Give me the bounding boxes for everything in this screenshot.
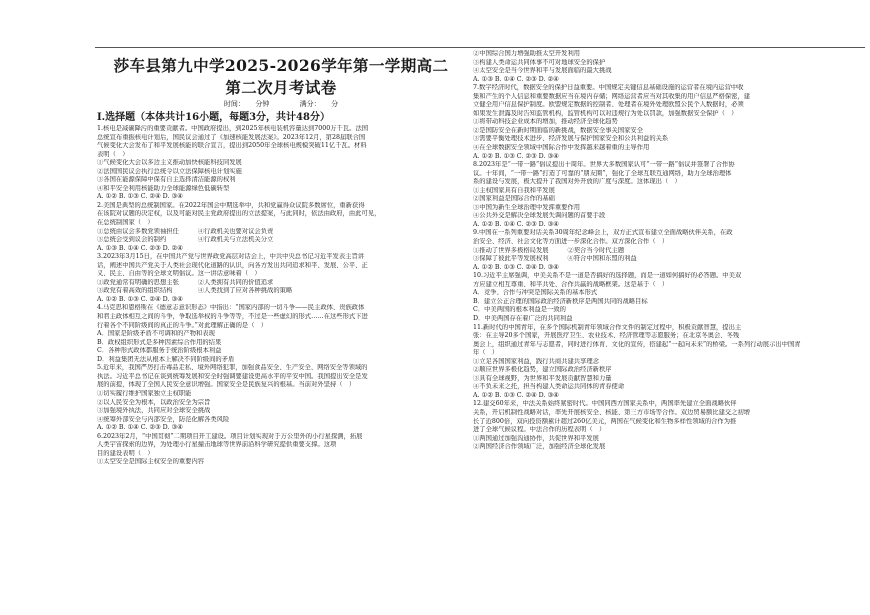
text-line: 5.近年来，我国严厉打击毒品走私、境外网络犯罪，加强食品安全、生产安全、网络安全等领域的 [97, 364, 368, 372]
text-line: ③总统会受到议会的制约 ④行政机关与立法机关分立 [97, 236, 274, 244]
text-line: A. ①② B. ①④ C. ②③ D. ③④ [97, 424, 183, 432]
text-line: ③中国为新生全球治理中发挥重要作用 [473, 203, 581, 211]
text-line: ①立足各国国家利益，践行共商共建共享理念 [473, 357, 599, 365]
text-line: 6.2023年2月，“中国贯彻”二期项目开工建设。项目计划实现对于万公里外的小行星探测，拓展 [97, 432, 363, 440]
text-line: ③构建人类命运共同体事不可对地球安全的保护 [473, 58, 606, 66]
text-line: ③加强境外执法，共同应对全球安全挑战 [97, 407, 211, 415]
text-line: 展的前提，体现了全国人民安全意识增强。国家安全是民族复兴的根基。当前对外坚持（ ） [97, 381, 356, 389]
text-line: ①两国通过加强沟通协作，共促世界和平发展 [473, 434, 599, 442]
text-line: ①主权国家具有自我和平发展 [473, 186, 555, 194]
text-line: A. ①② B. ①④ C. ②③ D. ③④ [473, 220, 559, 228]
exam-meta [97, 99, 465, 109]
text-line: A. ①② B. ①③ C. ②④ D. ③④ [97, 295, 183, 303]
text-line: ①推动了世界多极格局发展 ②契合当今时代主题 [473, 246, 625, 254]
text-line: 4.马克思和恩格斯在《德意志意识形态》中指出：“国家内部的一切斗争——民主政体、贵族政体 [97, 304, 365, 312]
left-question-list [97, 125, 465, 467]
text-line: ①太空安全是国际主权安全的重要内容 [97, 458, 205, 466]
text-line: ②是国防安全在新时期面临的新挑战，数据安全事关国家安全 [473, 126, 644, 134]
text-line: 立健全用户信息保护制度。欧盟规定数据的控制者、处理者在境外处理欧盟公民个人数据时，必须 [473, 101, 744, 109]
text-line: 在该院对议题的决定权，以及可能对民主党政府提出的立法提案，与此同时，依法由政府，由此可见， [97, 210, 381, 218]
right-question-list [473, 50, 855, 452]
text-line: 奥会上，组织通过青年与志愿者，同时进行体育、文化的宣传，搭建起“一起向未来”的桥梁。一系列行动展示出中国青 [473, 340, 801, 348]
text-line: ③各国在能源保障中保有自主选择清洁能源的权利 [97, 176, 236, 184]
text-line: 话，阐述中国共产党关于人类社会现代化道路的认识，向各方发出共同追求和平、发展、公平、正 [97, 261, 368, 269]
text-line: ④太空安全是当今世界和平与发展面临的最大挑战 [473, 67, 612, 75]
text-line: A. ①② B. ①③ C. ②④ D. ③④ [473, 263, 559, 271]
text-line: A. ①② B. ①③ C. ②④ D. ③④ [97, 193, 183, 201]
text-line: ③具有全球视野，为世界和平发展贡献智慧和力量 [473, 374, 612, 382]
text-line: 年（ ） [473, 349, 499, 357]
text-line: 张：在主导20多个国家，开展医疗卫生、农业技术、经济管理等志愿服务；在北京冬奥会、冬残 [473, 332, 740, 340]
text-line: 人类宇宙探索的边界，为处理小行星撞击地球等世界前沿科学研究提供重要支撑。这项 [97, 441, 337, 449]
text-line: 2.美国是典型的总统制国家。在2022年国会中期选举中，共和党赢得众议院多数席位，重新获得 [97, 201, 365, 209]
text-line: 行着各个不同阶级间的真正的斗争。”对此理解正确的是（ ） [97, 321, 268, 329]
text-line: 8.2023年是“一带一路”倡议提出十周年。世界大多数国家认可“一带一路”倡议并签署了合作协 [473, 161, 735, 169]
text-line: 治安全、经济、社会文化等方面进一步深化合作。双方深化合作（ ） [473, 238, 669, 246]
text-line: 11.新时代的中国青年，在多个国际机制青年领域合作文件的制定过程中，积极贡献智慧，提出主 [473, 323, 742, 331]
text-line: ①将带动科技企业成本的增加，推动经济全球化趋势 [473, 118, 618, 126]
text-line: 3.2023年3月15日，在中国共产党与世界政党高层对话会上，中共中央总书记习近平发表主旨讲 [97, 253, 365, 261]
text-line: 集和产生的个人信息和重要数据应当在境内存储；网络运营者应当对其收集的用户信息严格保密，建 [473, 92, 751, 100]
text-line: ②法国国民议会执行总统令以立法保障核电计划实施 [97, 167, 242, 175]
text-line: ①政党通常有明确的思想主张 ②人类拥有共同的价值追求 [97, 278, 274, 286]
score-label: 满分： 分 [299, 100, 339, 108]
text-line: D．利益集团无法从根本上解决不同阶级间的矛盾 [97, 355, 235, 363]
text-line: 义、民主、自由等的全球文明倡议。这一讲话意味着（ ） [97, 270, 261, 278]
text-line: 议。十年间，“一带一路”打造了可靠的“朋友圈”，强化了全球互联互通网络，助力全球治理体 [473, 169, 732, 177]
text-line: 12.建交60年来，中法关系始终紧密时代。中国同西方国家关系中，两国率先建立全面战略伙伴 [473, 400, 737, 408]
text-line: ②顺应世界多极化趋势，建立国际政治经济新秩序 [473, 366, 612, 374]
text-line: ②国家利益是国际合作的基础 [473, 195, 555, 203]
text-line: A．竞争、合作与冲突是国际关系的基本形式 [473, 289, 598, 297]
text-line: ④和平安全利用核能助力全球能源绿色低碳转型 [97, 184, 230, 192]
text-line: ③政党有着高效的组织结构 ④人类找到了应对各种挑战的策略 [97, 287, 293, 295]
text-line: 和君主政体相互之间的斗争，争取选举权的斗争等等，不过是一些虚幻的形式……在这些形式下进 [97, 313, 368, 321]
text-line: ②以人民安全为根本，以政治安全为宗旨 [97, 398, 211, 406]
text-line: 关系，开启机制性战略对话，率先开展核安全、核能、第三方市场等合作。双边贸易额比建交之初增 [473, 408, 751, 416]
text-line: ②中国综合国力增强助推太空开发利用 [473, 50, 581, 57]
text-line: B．建立公正合理的国际政治经济新秩序是两国共同的战略目标 [473, 297, 648, 305]
text-line: B．政权组织形式是多种因素综合作用的结果 [97, 338, 222, 346]
text-line: 10.习近平主席强调，中美关系不是一道是否搞好的选择题，而是一道如何搞好的必答题。中美双 [473, 272, 742, 280]
text-line: 长了近800倍，双向投资额累计超过260亿美元，两国在气候变化和生物多样性领域的合作为推 [473, 417, 737, 425]
exam-title: 莎车县第九中学2025-2026学年第一学期高二 [113, 56, 449, 75]
text-line: ④在全球数据安全领域中国际合作中发挥越来越着重的主导作用 [473, 144, 650, 152]
text-line: A. ①② B. ①③ C. ②④ D. ③④ [473, 391, 559, 399]
text-line: 表明（ ） [97, 150, 129, 158]
text-line: ①切实履行维护国家独立主权职能 [97, 389, 192, 397]
text-line: ④统筹外部安全与内部安全，防范化解各类风险 [97, 415, 230, 423]
text-line: 目的建设表明（ ） [97, 449, 154, 457]
text-line: 气候变化大会发布了和平发展核能的联合宣言，提出到2050年全球核电规模突破11亿千瓦。材料 [97, 142, 367, 150]
text-line: 如果发生泄露及时告知监管机构，监管机构可以对违规行为处以罚款，加强数据安全保护（ ） [473, 109, 738, 117]
text-line: 方应建立相互尊重、和平共处、合作共赢的战略框架。这是基于（ ） [473, 280, 669, 288]
text-line: ③需要平衡处理技术进步、经济发展与保护国家安全和公共利益的关系 [473, 135, 669, 143]
text-line: ④不负未来之托，担当构建人类命运共同体的青春使命 [473, 383, 625, 391]
text-line: ①总统由议会多数党领袖担任 ④行政机关也要对议会负责 [97, 227, 274, 235]
text-line: A．国家是阶级矛盾不可调和的产物和表现 [97, 330, 215, 338]
text-line: 进了全球气候议程。中法合作的历程表明（ ） [473, 426, 606, 434]
text-line: D．中美两国存在着广泛的共同利益 [473, 314, 573, 322]
text-line: 在总统制国家（ ） [97, 219, 154, 227]
text-line: 系的建设与发展，极大提升了我国对外开放的广度与深度。这体现出（ ） [473, 178, 681, 186]
text-line: A. ①② B. ①③ C. ②③ D. ③④ [473, 152, 559, 160]
text-line: ②两国经济合作领域广泛，加强经济全球化发展 [473, 443, 606, 451]
text-line: ④公共外交是解决全球发展失调问题的首要手段 [473, 212, 606, 220]
left-column [97, 50, 465, 467]
text-line: A. ①③ B. ①④ C. ②③ D. ②④ [473, 75, 559, 83]
text-line: C．中美两国的根本利益是一致的 [473, 306, 566, 314]
text-line: 7.数字经济时代，数据安全的保护日益重要。中国规定关键信息基础设施的运营者在境内运营中收 [473, 84, 744, 92]
section-heading: Ⅰ.选择题（本体共计16小题，每题3分，共计48分） [97, 112, 330, 123]
text-line: 总统宣布重振核电计划后，国民议会通过了《加速核能发展法案》。2023年12月，第28届联合国 [97, 133, 366, 141]
exam-subtitle: 第二次月考试卷 [225, 78, 337, 97]
text-line: C．各种形式政体都服务于统治阶级根本利益 [97, 347, 222, 355]
time-label: 时间： 分钟 [223, 100, 270, 108]
header-rule [95, 47, 865, 48]
right-column [473, 50, 855, 452]
text-line: 9.中国在一系列重要对话关系30周年纪念峰会上，双方正式宣布建立全面战略伙伴关系，在政 [473, 229, 733, 237]
text-line: ③保障了彼此平等发展权利 ④符合中国和东盟的利益 [473, 255, 637, 263]
text-line: 执法。习近平总书记在谈到统筹发展和安全时强调要建设更高水平的平安中国。我国提出安全是发 [97, 372, 368, 380]
text-line: ①气候变化大会以多边主义推动加快核能科技同发展 [97, 159, 242, 167]
text-line: 1.核电是减碳降污的重要贡献者。中国政府提出，到2025年核电装机容量达到7000万千瓦。法国 [97, 125, 369, 132]
text-line: A. ①③ B. ①④ C. ②③ D. ②④ [97, 244, 183, 252]
